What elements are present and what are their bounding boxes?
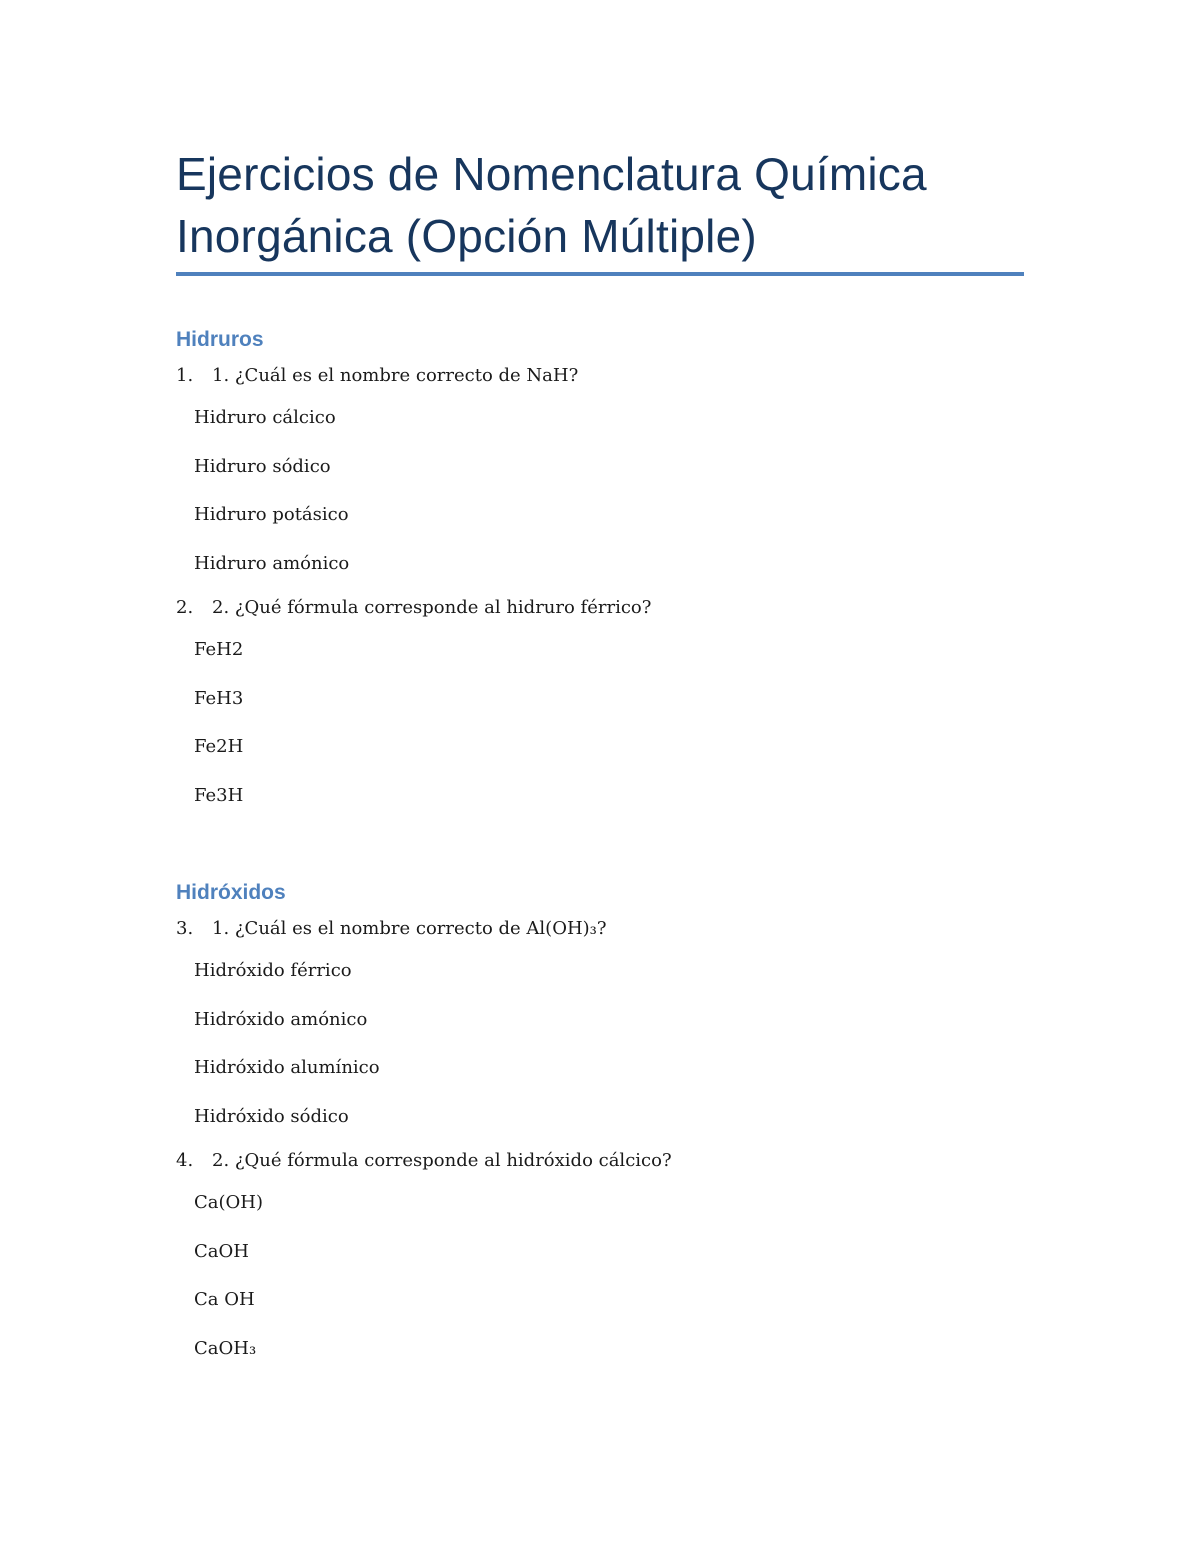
option-list [176, 626, 1024, 820]
answer-option[interactable]: Fe2H [194, 736, 244, 757]
answer-option[interactable]: Hidróxido alumínico [194, 1057, 380, 1078]
question-number: 4. [176, 1150, 194, 1171]
document-title: Ejercicios de Nomenclatura Química Inorgánica (Opción Múltiple) [176, 148, 927, 262]
question-3 [176, 911, 1024, 947]
answer-option[interactable]: Hidróxido sódico [194, 1105, 349, 1127]
question-number: 1. [176, 365, 194, 386]
question-number: 2. [176, 597, 194, 618]
question-number: 3. [176, 918, 194, 939]
answer-option[interactable]: Hidróxido amónico [194, 1008, 368, 1030]
answer-option[interactable]: Fe3H [194, 784, 244, 806]
answer-option[interactable]: FeH2 [194, 639, 244, 660]
option-list [176, 1179, 1024, 1373]
answer-option[interactable]: Hidruro sódico [194, 455, 331, 477]
section-hidroxidos [176, 877, 1024, 1373]
answer-option[interactable]: Ca OH [194, 1289, 255, 1310]
section-hidruros [176, 324, 1024, 820]
answer-option[interactable]: CaOH₃ [194, 1337, 257, 1359]
title-underline [176, 272, 1024, 276]
question-1 [176, 358, 1024, 394]
section-heading: Hidruros [176, 328, 264, 351]
answer-option[interactable]: Hidróxido férrico [194, 960, 352, 981]
option-list [176, 394, 1024, 588]
question-text: 1. ¿Cuál es el nombre correcto de Al(OH)₃? [212, 918, 607, 939]
section-heading: Hidróxidos [176, 881, 286, 904]
answer-option[interactable]: Hidruro potásico [194, 504, 349, 525]
answer-option[interactable]: Hidruro amónico [194, 552, 350, 574]
answer-option[interactable]: Hidruro cálcico [194, 407, 336, 428]
question-2 [176, 590, 1024, 626]
answer-option[interactable]: CaOH [194, 1240, 249, 1262]
question-text: 1. ¿Cuál es el nombre correcto de NaH? [212, 365, 579, 386]
question-4 [176, 1143, 1024, 1179]
option-list [176, 947, 1024, 1141]
answer-option[interactable]: FeH3 [194, 687, 244, 709]
question-text: 2. ¿Qué fórmula corresponde al hidróxido cálcico? [212, 1150, 672, 1171]
question-text: 2. ¿Qué fórmula corresponde al hidruro férrico? [212, 597, 652, 618]
answer-option[interactable]: Ca(OH) [194, 1192, 264, 1213]
